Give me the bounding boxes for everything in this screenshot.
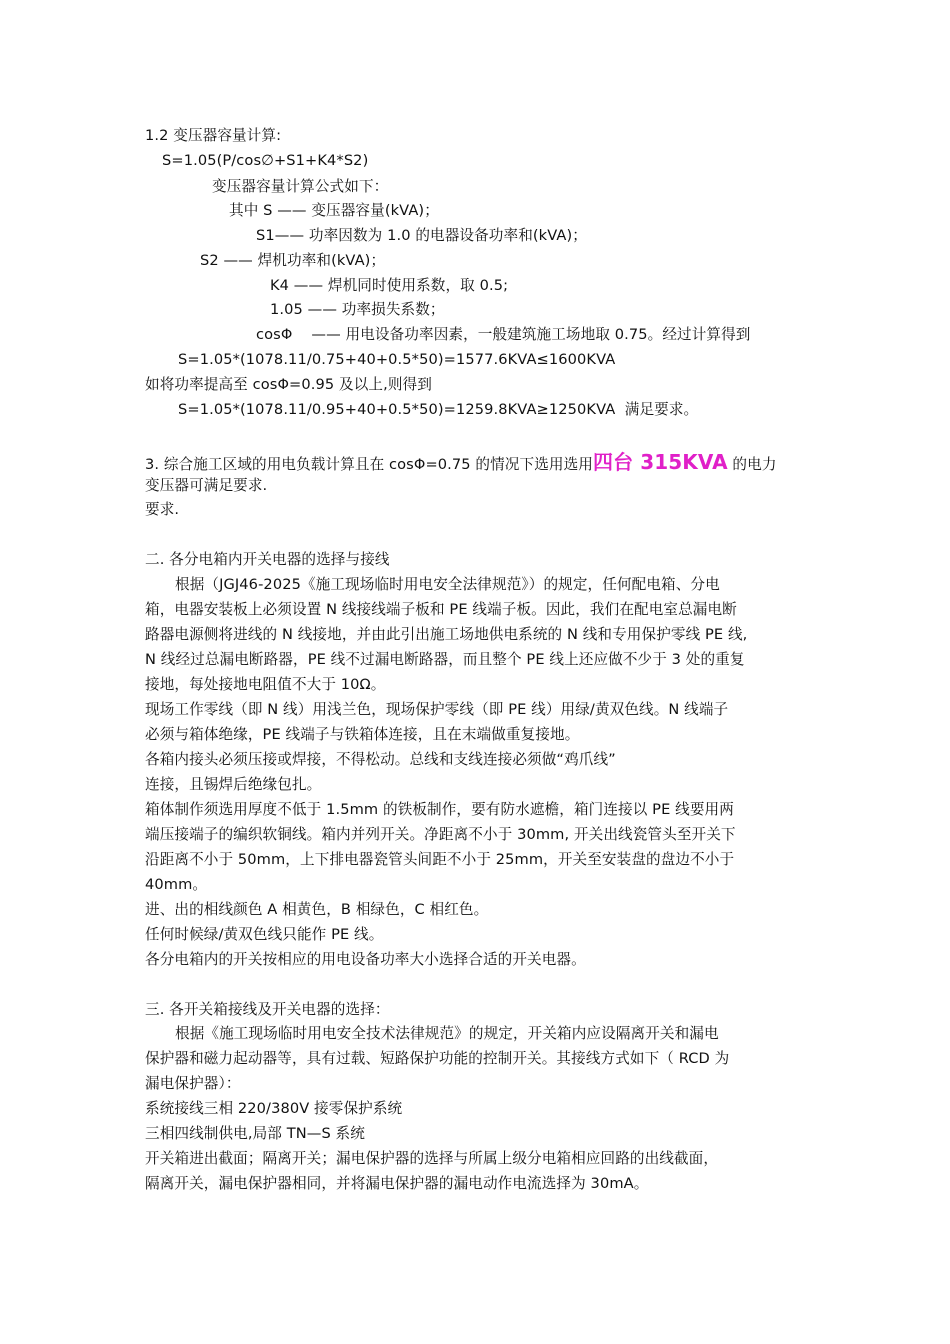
- paragraph-line: 保护器和磁力起动器等，具有过载、短路保护功能的控制开关。其接线方式如下（ RCD 为: [145, 1050, 730, 1067]
- paragraph-line: 路器电源侧将进线的 N 线接地，并由此引出施工场地供电系统的 N 线和专用保护零线 PE 线,: [145, 626, 748, 643]
- definition-line: K4 —— 焊机同时使用系数，取 0.5;: [270, 277, 509, 294]
- paragraph-line: 系统接线三相 220/380V 接零保护系统: [145, 1100, 403, 1117]
- paragraph-line: 沿距离不小于 50mm，上下排电器瓷管头间距不小于 25mm，开关至安装盘的盘边不小于: [145, 851, 735, 868]
- summary-text: 3. 综合施工区域的用电负载计算且在 cosΦ=0.75 的情况下选用选用: [145, 456, 593, 473]
- definition-line: S2 —— 焊机功率和(kVA)；: [200, 252, 386, 269]
- formula-line: S=1.05(P/cos∅+S1+K4*S2): [162, 152, 369, 169]
- calculation-line: S=1.05*(1078.11/0.75+40+0.5*50)=1577.6KVA≤1600KVA: [178, 351, 616, 368]
- paragraph-line: 箱，电器安装板上必须设置 N 线接线端子板和 PE 线端子板。因此，我们在配电室总漏电断: [145, 601, 737, 618]
- paragraph-line: 40mm。: [145, 876, 208, 893]
- paragraph-line: 漏电保护器）：: [145, 1075, 241, 1092]
- paragraph-line: 进、出的相线颜色 A 相黄色，B 相绿色，C 相红色。: [145, 901, 489, 918]
- summary-line: [145, 452, 777, 475]
- section-heading: 1.2 变压器容量计算:: [145, 127, 282, 144]
- section-heading: 二. 各分电箱内开关电器的选择与接线: [145, 551, 390, 568]
- definition-line: 其中 S —— 变压器容量(kVA)；: [229, 202, 439, 219]
- definition-line: S1—— 功率因数为 1.0 的电器设备功率和(kVA)；: [256, 227, 587, 244]
- summary-text: 的电力: [727, 456, 777, 473]
- formula-intro: 变压器容量计算公式如下：: [212, 178, 389, 195]
- definition-line: 1.05 —— 功率损失系数；: [270, 301, 445, 318]
- paragraph-line: 箱体制作须选用厚度不低于 1.5mm 的铁板制作，要有防水遮檐，箱门连接以 PE 线要用两: [145, 801, 734, 818]
- paragraph-line: 现场工作零线（即 N 线）用浅兰色，现场保护零线（即 PE 线）用绿/黄双色线。N 线端子: [145, 701, 729, 718]
- paragraph-line: 各分电箱内的开关按相应的用电设备功率大小选择合适的开关电器。: [145, 951, 586, 968]
- highlighted-capacity: 四台 315KVA: [592, 450, 728, 474]
- paragraph-line: 连接，且锡焊后绝缘包扎。: [145, 776, 322, 793]
- definition-line: cosΦ —— 用电设备功率因素，一般建筑施工场地取 0.75。经过计算得到: [256, 326, 751, 343]
- paragraph-line: 各箱内接头必须压接或焊接，不得松动。总线和支线连接必须做“鸡爪线”: [145, 751, 616, 768]
- paragraph-line: 三相四线制供电,局部 TN—S 系统: [145, 1125, 365, 1142]
- calculation-line: S=1.05*(1078.11/0.95+40+0.5*50)=1259.8KVA≥1250KVA 满足要求。: [178, 401, 699, 418]
- paragraph-line: 隔离开关，漏电保护器相同，并将漏电保护器的漏电动作电流选择为 30mA。: [145, 1175, 649, 1192]
- section-heading: 三. 各开关箱接线及开关电器的选择：: [145, 1001, 390, 1018]
- summary-line: 要求.: [145, 501, 180, 518]
- summary-line: 变压器可满足要求.: [145, 477, 268, 494]
- paragraph-line: 根据（JGJ46-2025《施工现场临时用电安全法律规范》）的规定，任何配电箱、分电: [175, 576, 720, 593]
- paragraph-line: 开关箱进出截面；隔离开关；漏电保护器的选择与所属上级分电箱相应回路的出线截面，: [145, 1150, 719, 1167]
- paragraph-line: 任何时候绿/黄双色线只能作 PE 线。: [145, 926, 384, 943]
- paragraph-line: 端压接端子的编织软铜线。箱内并列开关。净距离不小于 30mm, 开关出线瓷管头至开关下: [145, 826, 736, 843]
- paragraph-line: 必须与箱体绝缘，PE 线端子与铁箱体连接，且在末端做重复接地。: [145, 726, 580, 743]
- paragraph-line: 根据《施工现场临时用电安全技术法律规范》的规定，开关箱内应设隔离开关和漏电: [175, 1025, 719, 1042]
- paragraph-line: N 线经过总漏电断路器，PE 线不过漏电断路器，而且整个 PE 线上还应做不少于 3 处的重复: [145, 651, 745, 668]
- paragraph-line: 接地，每处接地电阻值不大于 10Ω。: [145, 676, 386, 693]
- text-line: 如将功率提高至 cosΦ=0.95 及以上,则得到: [145, 376, 432, 393]
